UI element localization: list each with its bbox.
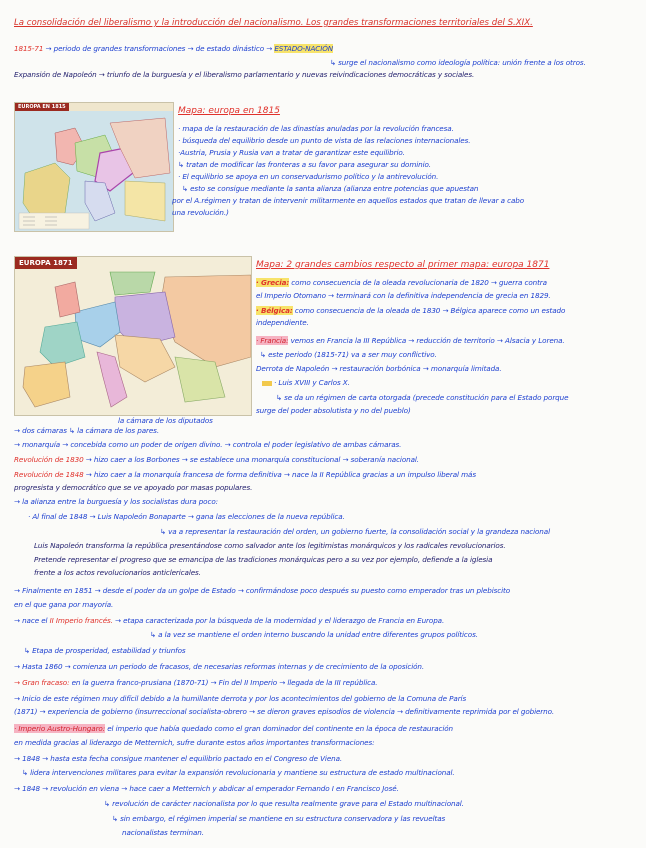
- caption-camara: la cámara de los diputados: [118, 416, 213, 425]
- intro-line-1: [14, 44, 333, 53]
- map-europe-1871: [14, 256, 252, 416]
- body-line-28: nacionalistas terminan.: [122, 828, 204, 837]
- body-line-1: → dos cámaras ↳ la cámara de los pares.: [14, 426, 160, 435]
- body-line-2: → monarquía → concebida como un poder de origen divino. → controla el poder legislativo de ambas cámaras.: [14, 440, 402, 449]
- map1-line-4: ↳ tratan de modificar las fronteras a su favor para asegurar su dominio.: [178, 160, 431, 169]
- intro-periodo: → periodo de grandes transformaciones: [45, 44, 186, 53]
- map1-line-1: · mapa de la restauración de las dinastías anuladas por la revolución francesa.: [178, 124, 454, 133]
- body-line-6: → la alianza entre la burguesía y los socialistas dura poco:: [14, 497, 218, 506]
- body-line-5: progresista y democrático que se ve apoyado por masas populares.: [14, 483, 253, 492]
- map2-line-6: ↳ este periodo (1815-71) va a ser muy conflictivo.: [260, 350, 437, 359]
- nace-el: → nace el: [14, 616, 48, 625]
- map2-luis-carlos: · Luis XVIII y Carlos X.: [274, 378, 350, 387]
- intro-line-2: ↳ surge el nacionalismo como ideología política: unión frente a los otros.: [330, 58, 586, 67]
- map2-grecia: · Grecia:: [256, 278, 290, 287]
- map2-belgica-text: como consecuencia de la oleada de 1830 → Bélgica aparece como un estado: [294, 306, 566, 315]
- map1-line-8: una revolución.): [172, 208, 229, 217]
- body-line-17: → Hasta 1860 → comienza un periodo de fracasos, de necesarias reformas internas y de crecimiento de la oposición.: [14, 662, 425, 671]
- body-line-23: → 1848 → hasta esta fecha consigue mantener el equilibrio pactado en el Congreso de Viena.: [14, 754, 343, 763]
- imperio-austro-hungaro: · Imperio Austro-Hungaro:: [14, 724, 106, 733]
- body-line-21: [14, 724, 453, 733]
- body-line-7: · Al final de 1848 → Luis Napoleón Bonaparte → gana las elecciones de la nueva república.: [28, 512, 345, 521]
- map2-francia-text: vemos en Francia la III República → reducción de territorio → Alsacia y Lorena.: [290, 336, 565, 345]
- intro-line-3: Expansión de Napoleón → triunfo de la burguesía y el liberalismo parlamentario y nuevas reivindicaciones democráticas y sociales.: [14, 70, 475, 79]
- map1-line-3: ·Austria, Prusia y Rusia van a tratar de garantizar este equilibrio.: [178, 148, 405, 157]
- map-1815-drawing: [15, 103, 173, 231]
- map2-line-3: [256, 306, 565, 315]
- rev-1830-text: → hizo caer a los Borbones → se establece una monarquía constitucional → soberanía nacional.: [85, 455, 419, 464]
- body-line-16: ↳ Etapa de prosperidad, estabilidad y triunfos: [24, 646, 186, 655]
- map2-line-7: Derrota de Napoleón → restauración borbónica → monarquía limitada.: [256, 364, 502, 373]
- body-line-15: ↳ a la vez se mantiene el orden interno buscando la unidad entre diferentes grupos políticos.: [150, 630, 478, 639]
- map2-heading: Mapa: 2 grandes cambios respecto al primer mapa: europa 1871: [256, 260, 550, 270]
- map2-line-8: [260, 378, 350, 387]
- highlight-mark: [262, 381, 272, 386]
- body-line-14: [14, 616, 444, 625]
- body-line-27: ↳ sin embargo, el régimen imperial se mantiene en su estructura conservadora y las revueltas: [112, 814, 446, 823]
- map2-line-2: el Imperio Otomano → terminará con la definitiva independencia de grecia en 1829.: [256, 291, 551, 300]
- body-line-20: (1871) → experiencia de gobierno (insurreccional socialista-obrero → se dieron graves episodios de violencia → definitivamente reprimida por el gobierno.: [14, 707, 555, 716]
- body-line-24: ↳ lidera intervenciones militares para evitar la expansión revolucionaria y mantiene su estructura de estado multinacional.: [22, 768, 455, 777]
- body-line-8: ↳ va a representar la restauración del orden, un gobierno fuerte, la consolidación social y la grandeza nacional: [160, 527, 550, 536]
- map-europe-1815: [14, 102, 174, 232]
- map-1871-drawing: [15, 257, 251, 415]
- map1-line-5: · El equilibrio se apoya en un conservadurismo político y la antirevolución.: [178, 172, 439, 181]
- body-line-13: en el que gana por mayoría.: [14, 600, 114, 609]
- body-line-18: [14, 678, 377, 687]
- body-line-19: → Inicio de este régimen muy difícil debido a la humillante derrota y por los acontecimientos del gobierno de la Comuna de París: [14, 694, 467, 703]
- ii-imperio-text: → etapa caracterizada por la búsqueda de la modernidad y el liderazgo de Francia en Europa.: [115, 616, 445, 625]
- body-line-12: → Finalmente en 1851 → desde el poder da un golpe de Estado → confirmándose poco después su puesto como emperador tras un plebiscito: [14, 586, 511, 595]
- map-1871-tag: EUROPA 1871: [15, 257, 77, 269]
- intro-estado-dinastico: → de estado dinástico →: [187, 44, 273, 53]
- body-line-9: Luis Napoleón transforma la república presentándose como salvador ante los legitimistas monárquicos y los radicales revolucionarios.: [34, 541, 506, 550]
- ii-imperio: II Imperio francés.: [49, 616, 113, 625]
- map2-line-10: surge del poder absolutista y no del pueblo): [256, 406, 411, 415]
- map2-belgica: · Bélgica:: [256, 306, 293, 315]
- intro-years: 1815-71: [14, 44, 44, 53]
- body-line-22: en medida gracias al liderazgo de Metternich, sufre durante estos años importantes transformaciones:: [14, 738, 375, 747]
- map1-heading: Mapa: europa en 1815: [178, 106, 280, 116]
- map1-line-2: · búsqueda del equilibrio desde un punto de vista de las relaciones internacionales.: [178, 136, 471, 145]
- body-line-10: Pretende representar el progreso que se emancipa de las tradiciones monárquicas pero a su vez por ejemplo, defiende a la iglesia: [34, 555, 493, 564]
- rev-1848: Revolución de 1848: [14, 470, 84, 479]
- map2-line-5: [256, 336, 565, 345]
- body-line-11: frente a los actos revolucionarios anticlericales.: [34, 568, 201, 577]
- map2-grecia-text: como consecuencia de la oleada revolucionaria de 1820 → guerra contra: [291, 278, 547, 287]
- map1-line-7: por el A.régimen y tratan de intervenir militarmente en aquellos estados que tratan de llevar a cabo: [172, 196, 525, 205]
- map1-line-6: ↳ esto se consigue mediante la santa alianza (alianza entre potencias que apuestan: [182, 184, 479, 193]
- austro-hungaro-text: el imperio que había quedado como el gran dominador del continente en la época de restauración: [107, 724, 453, 733]
- gran-fracaso-text: en la guerra franco-prusiana (1870-71) → Fin del II Imperio → llegada de la III república.: [71, 678, 378, 687]
- body-line-4: [14, 470, 476, 479]
- rev-1830: Revolución de 1830: [14, 455, 84, 464]
- body-line-26: ↳ revolución de carácter nacionalista por lo que resulta realmente grave para el Estado multinacional.: [104, 799, 464, 808]
- map2-line-4: independiente.: [256, 318, 309, 327]
- page-title: La consolidación del liberalismo y la introducción del nacionalismo. Los grandes transformaciones territoriales del S.XIX.: [14, 18, 533, 28]
- gran-fracaso: → Gran fracaso:: [14, 678, 70, 687]
- body-line-3: [14, 455, 419, 464]
- map2-line-9: ↳ se da un régimen de carta otorgada (precede constitución para el Estado porque: [276, 393, 569, 402]
- body-line-25: → 1848 → revolución en viena → hace caer a Metternich y abdicar al emperador Fernando I en Francisco José.: [14, 784, 399, 793]
- intro-estado-nacion: ESTADO-NACIÓN: [274, 44, 334, 53]
- map-1815-tag: EUROPA EN 1815: [15, 103, 69, 111]
- map2-line-1: [256, 278, 547, 287]
- rev-1848-text: → hizo caer a la monarquía francesa de forma definitiva → nace la II República gracias a un impulso liberal más: [85, 470, 476, 479]
- map2-francia: · Francia:: [256, 336, 289, 345]
